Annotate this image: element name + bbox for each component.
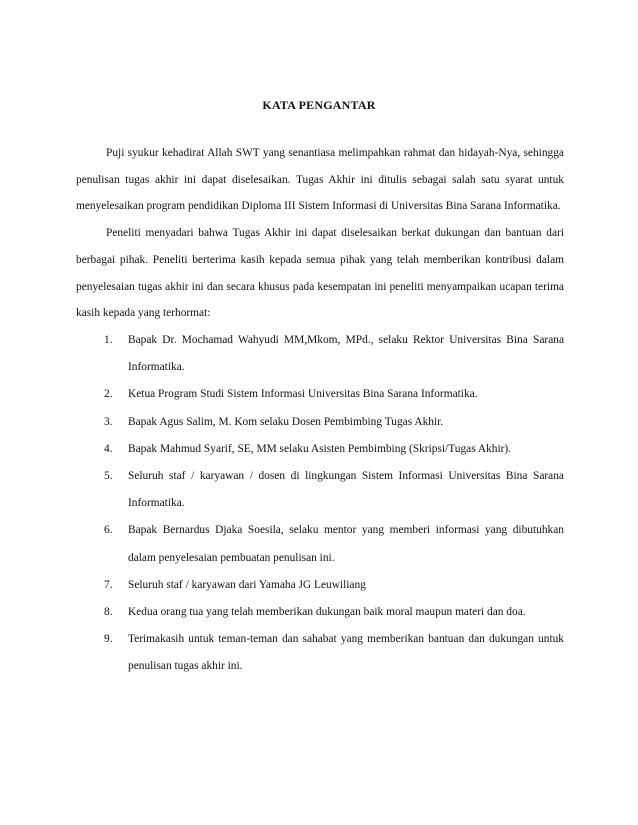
list-item <box>76 463 564 517</box>
list-item-number: 2. <box>104 388 113 401</box>
list-item-text: Bapak Bernardus Djaka Soesila, selaku mentor yang memberi informasi yang dibutuhkan dalam penyelesaian pembuatan penulisan ini. <box>128 524 564 564</box>
list-item-number: 5. <box>104 469 113 482</box>
list-item-text: Seluruh staf / karyawan / dosen di lingkungan Sistem Informasi Universitas Bina Sarana Informatika. <box>128 469 564 510</box>
paragraph-intro: Puji syukur kehadirat Allah SWT yang senantiasa melimpahkan rahmat dan hidayah-Nya, sehingga penulisan tugas akhir ini dapat diselesaikan. Tugas Akhir ini ditulis sebagai salah satu syarat untuk menyelesaikan program pendidikan Diploma III Sistem Informasi di Universitas Bina Sarana Informatika. <box>76 147 564 213</box>
list-item-text: Bapak Mahmud Syarif, SE, MM selaku Asisten Pembimbing (Skripsi/Tugas Akhir). <box>128 442 512 455</box>
list-item-number: 1. <box>104 333 113 346</box>
thanks-list <box>76 327 564 681</box>
document-body <box>76 140 564 681</box>
list-item <box>76 327 564 381</box>
list-item-number: 8. <box>104 605 113 618</box>
list-item <box>76 599 564 626</box>
list-item <box>76 381 564 408</box>
list-item-number: 3. <box>104 415 113 428</box>
list-item <box>76 626 564 680</box>
list-item-number: 6. <box>104 524 113 537</box>
list-item-text: Bapak Dr. Mochamad Wahyudi MM,Mkom, MPd., selaku Rektor Universitas Bina Sarana Informatika. <box>128 333 564 374</box>
list-item-text: Terimakasih untuk teman-teman dan sahabat yang memberikan bantuan dan dukungan untuk penulisan tugas akhir ini. <box>128 633 564 673</box>
list-item-text: Seluruh staf / karyawan dari Yamaha JG Leuwiliang <box>128 578 366 591</box>
list-item-text: Kedua orang tua yang telah memberikan dukungan baik moral maupun materi dan doa. <box>128 605 526 618</box>
list-item <box>76 436 564 463</box>
list-item <box>76 517 564 571</box>
list-item-text: Bapak Agus Salim, M. Kom selaku Dosen Pembimbing Tugas Akhir. <box>128 415 444 428</box>
paragraph-acknowledgement: Peneliti menyadari bahwa Tugas Akhir ini dapat diselesaikan berkat dukungan dan bantuan dari berbagai pihak. Peneliti berterima kasih kepada semua pihak yang telah memberikan kontribusi dalam penyelesaian tugas akhir ini dan secara khusus pada kesempatan ini peneliti menyampaikan ucapan terima kasih kepada yang terhormat: <box>76 227 564 320</box>
list-item-number: 4. <box>104 442 113 455</box>
list-item <box>76 572 564 599</box>
list-item-number: 7. <box>104 578 113 591</box>
page-title: KATA PENGANTAR <box>262 98 376 112</box>
list-item <box>76 409 564 436</box>
list-item-text: Ketua Program Studi Sistem Informasi Universitas Bina Sarana Informatika. <box>128 388 478 401</box>
list-item-number: 9. <box>104 633 113 646</box>
